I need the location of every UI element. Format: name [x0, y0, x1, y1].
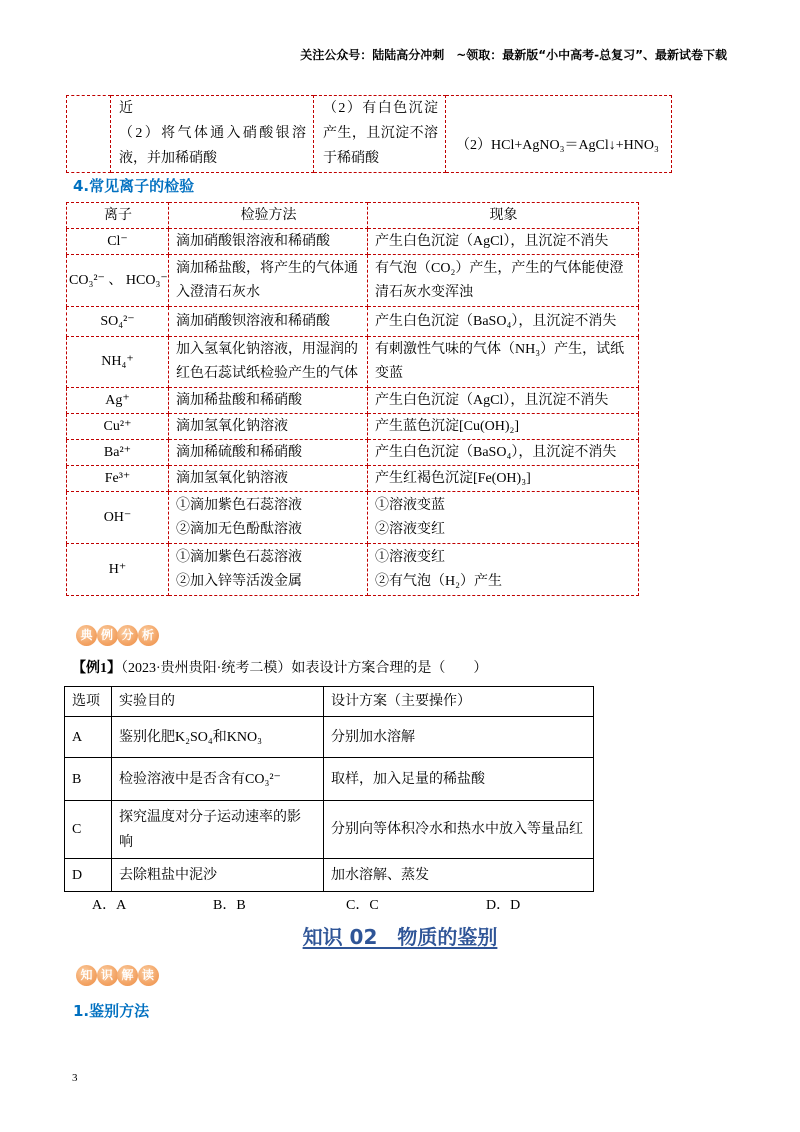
column-header-plan: 设计方案（主要操作） [324, 687, 594, 717]
table-row [67, 414, 639, 440]
table-row [65, 758, 594, 801]
method-line: （2）将气体通入硝酸银溶 [119, 126, 306, 141]
table-row [67, 307, 639, 337]
method-cell [169, 255, 368, 307]
method-cell [169, 229, 368, 255]
phenomenon-cell [368, 307, 639, 337]
method-line: 近 [119, 101, 133, 116]
badge-char: 读 [138, 965, 159, 986]
column-header-phenomenon: 现象 [368, 203, 639, 229]
table-row [67, 440, 639, 466]
blank-cell [67, 96, 111, 173]
subheading: 1.鉴别方法 [73, 1002, 150, 1020]
method-line: ①滴加紫色石蕊溶液 [176, 497, 302, 513]
purpose-line: 去除粗盐中泥沙 [119, 867, 217, 883]
method-line: 滴加硝酸银溶液和稀硝酸 [176, 233, 330, 249]
answer-choices [0, 897, 800, 917]
ion-test-table [66, 202, 639, 596]
option-cell: B [65, 758, 112, 801]
phenomenon-line: ②有气泡（H₂）产生 [375, 573, 502, 589]
method-line: 滴加稀盐酸，将产生的气体通 [176, 260, 358, 276]
table-row [67, 96, 672, 173]
method-cell [169, 414, 368, 440]
method-line: ①滴加紫色石蕊溶液 [176, 549, 302, 565]
phenomenon-line: 有刺激性气味的气体（NH₃）产生，试纸 [375, 342, 625, 357]
table-row [67, 337, 639, 388]
purpose-line: 鉴别化肥K₂SO₄和KNO₃ [119, 729, 262, 745]
phenomenon-line: 产生白色沉淀（BaSO₄），且沉淀不消失 [375, 313, 617, 329]
method-line: 加入氢氧化钠溶液，用湿润的 [176, 342, 358, 357]
phenomenon-line: 变蓝 [375, 366, 403, 381]
phenomenon-line: 产生蓝色沉淀[Cu(OH)₂] [375, 418, 520, 434]
badge-char: 析 [138, 625, 159, 646]
phenomenon-line: 产生白色沉淀（BaSO₄），且沉淀不消失 [375, 444, 617, 460]
badge-char: 典 [76, 625, 97, 646]
phenomenon-cell [368, 544, 639, 596]
phenomenon-line: 产生，且沉淀不溶 [323, 126, 438, 141]
column-header-method: 检验方法 [169, 203, 368, 229]
method-line: 滴加氢氧化钠溶液 [176, 418, 288, 434]
plan-cell [324, 717, 594, 758]
table-row [67, 466, 639, 492]
method-cell [169, 440, 368, 466]
ion-cell: Cl⁻ [67, 229, 169, 255]
method-cell [169, 337, 368, 388]
ion-cell: Fe³⁺ [67, 466, 169, 492]
phenomenon-cell [368, 492, 639, 544]
table-header-row [67, 203, 639, 229]
phenomenon-cell [368, 440, 639, 466]
phenomenon-line: 有气泡（CO₂）产生，产生的气体能使澄 [375, 260, 624, 276]
method-cell [111, 96, 314, 173]
badge-char: 知 [76, 965, 97, 986]
method-line: ②加入锌等活泼金属 [176, 573, 302, 589]
phenomenon-cell [368, 229, 639, 255]
plan-line: 加水溶解、蒸发 [331, 867, 429, 883]
previous-table-fragment [66, 95, 672, 173]
badge-char: 分 [117, 625, 138, 646]
phenomenon-line: 清石灰水变浑浊 [375, 284, 473, 300]
phenomenon-line: 于稀硝酸 [323, 151, 379, 166]
method-line: ②滴加无色酚酞溶液 [176, 521, 302, 537]
plan-line: 分别加水溶解 [331, 729, 415, 745]
table-row [67, 388, 639, 414]
example-question-stem [72, 660, 487, 678]
ion-cell: OH⁻ [67, 492, 169, 544]
plan-cell [324, 801, 594, 859]
ion-cell: CO₃²⁻ 、 HCO₃⁻ [67, 255, 169, 307]
phenomenon-cell [368, 255, 639, 307]
table-row [67, 492, 639, 544]
phenomenon-line: 产生白色沉淀（AgCl），且沉淀不消失 [375, 392, 609, 408]
plan-cell [324, 758, 594, 801]
ion-cell: Ag⁺ [67, 388, 169, 414]
plan-cell [324, 859, 594, 892]
chemical-equation: （2）HCl+AgNO₃＝AgCl↓+HNO₃ [456, 138, 659, 153]
ion-cell: SO₄²⁻ [67, 307, 169, 337]
purpose-cell [112, 758, 324, 801]
purpose-cell [112, 801, 324, 859]
choice-c: C．C [346, 898, 379, 913]
method-line: 红色石蕊试纸检验产生的气体 [176, 366, 358, 381]
purpose-line: 响 [119, 834, 133, 850]
example-options-table [64, 686, 594, 892]
plan-line: 分别向等体积冷水和热水中放入等量品红 [331, 822, 583, 837]
phenomenon-cell [368, 388, 639, 414]
method-cell [169, 388, 368, 414]
example-analysis-badge [76, 625, 158, 646]
knowledge-badge [76, 965, 158, 986]
method-cell [169, 492, 368, 544]
purpose-line: 探究温度对分子运动速率的影 [119, 809, 301, 825]
example-question: 如表设计方案合理的是（ ） [291, 661, 488, 676]
section-heading-text: 知识 02 物质的鉴别 [302, 925, 498, 949]
badge-char: 识 [97, 965, 118, 986]
option-cell: D [65, 859, 112, 892]
phenomenon-cell [314, 96, 446, 173]
phenomenon-line: ②溶液变红 [375, 521, 445, 537]
table-row [65, 717, 594, 758]
phenomenon-line: ①溶液变红 [375, 549, 445, 565]
ion-section-heading: 4.常见离子的检验 [73, 177, 195, 195]
table-row [67, 229, 639, 255]
phenomenon-line: ①溶液变蓝 [375, 497, 445, 513]
header-note: 关注公众号：陆陆高分冲刺 ~领取：最新版“小中高考-总复习”、最新试卷下载 [300, 48, 727, 62]
phenomenon-line: （2）有白色沉淀 [323, 101, 438, 116]
ion-cell: Ba²⁺ [67, 440, 169, 466]
method-line: 滴加氢氧化钠溶液 [176, 470, 288, 486]
page-number: 3 [72, 1072, 78, 1084]
method-line: 滴加硝酸钡溶液和稀硝酸 [176, 313, 330, 329]
table-row [65, 859, 594, 892]
method-line: 液，并加稀硝酸 [119, 151, 217, 166]
method-line: 滴加稀硫酸和稀硝酸 [176, 444, 302, 460]
table-header-row [65, 687, 594, 717]
phenomenon-line: 产生白色沉淀（AgCl），且沉淀不消失 [375, 233, 609, 249]
method-cell [169, 466, 368, 492]
table-row [65, 801, 594, 859]
phenomenon-cell [368, 414, 639, 440]
choice-d: D．D [486, 898, 521, 913]
badge-char: 例 [97, 625, 118, 646]
purpose-line: 检验溶液中是否含有CO₃²⁻ [119, 771, 281, 787]
section-heading [0, 925, 800, 949]
badge-char: 解 [117, 965, 138, 986]
method-line: 入澄清石灰水 [176, 284, 260, 300]
option-cell: A [65, 717, 112, 758]
ion-cell: NH₄⁺ [67, 337, 169, 388]
phenomenon-cell [368, 466, 639, 492]
table-row [67, 544, 639, 596]
choice-a: A．A [92, 898, 127, 913]
column-header-purpose: 实验目的 [112, 687, 324, 717]
phenomenon-line: 产生红褐色沉淀[Fe(OH)₃] [375, 470, 531, 486]
purpose-cell [112, 859, 324, 892]
plan-line: 取样，加入足量的稀盐酸 [331, 771, 485, 787]
column-header-option: 选项 [65, 687, 112, 717]
purpose-cell [112, 717, 324, 758]
ion-cell: Cu²⁺ [67, 414, 169, 440]
option-cell: C [65, 801, 112, 859]
ion-cell: H⁺ [67, 544, 169, 596]
column-header-ion: 离子 [67, 203, 169, 229]
choice-b: B．B [213, 898, 246, 913]
example-label: 【例1】 [72, 661, 121, 676]
table-row [67, 255, 639, 307]
phenomenon-cell [368, 337, 639, 388]
method-line: 滴加稀盐酸和稀硝酸 [176, 392, 302, 408]
example-source: （2023·贵州贵阳·统考二模） [121, 661, 292, 676]
method-cell [169, 307, 368, 337]
method-cell [169, 544, 368, 596]
equation-cell [446, 96, 672, 173]
